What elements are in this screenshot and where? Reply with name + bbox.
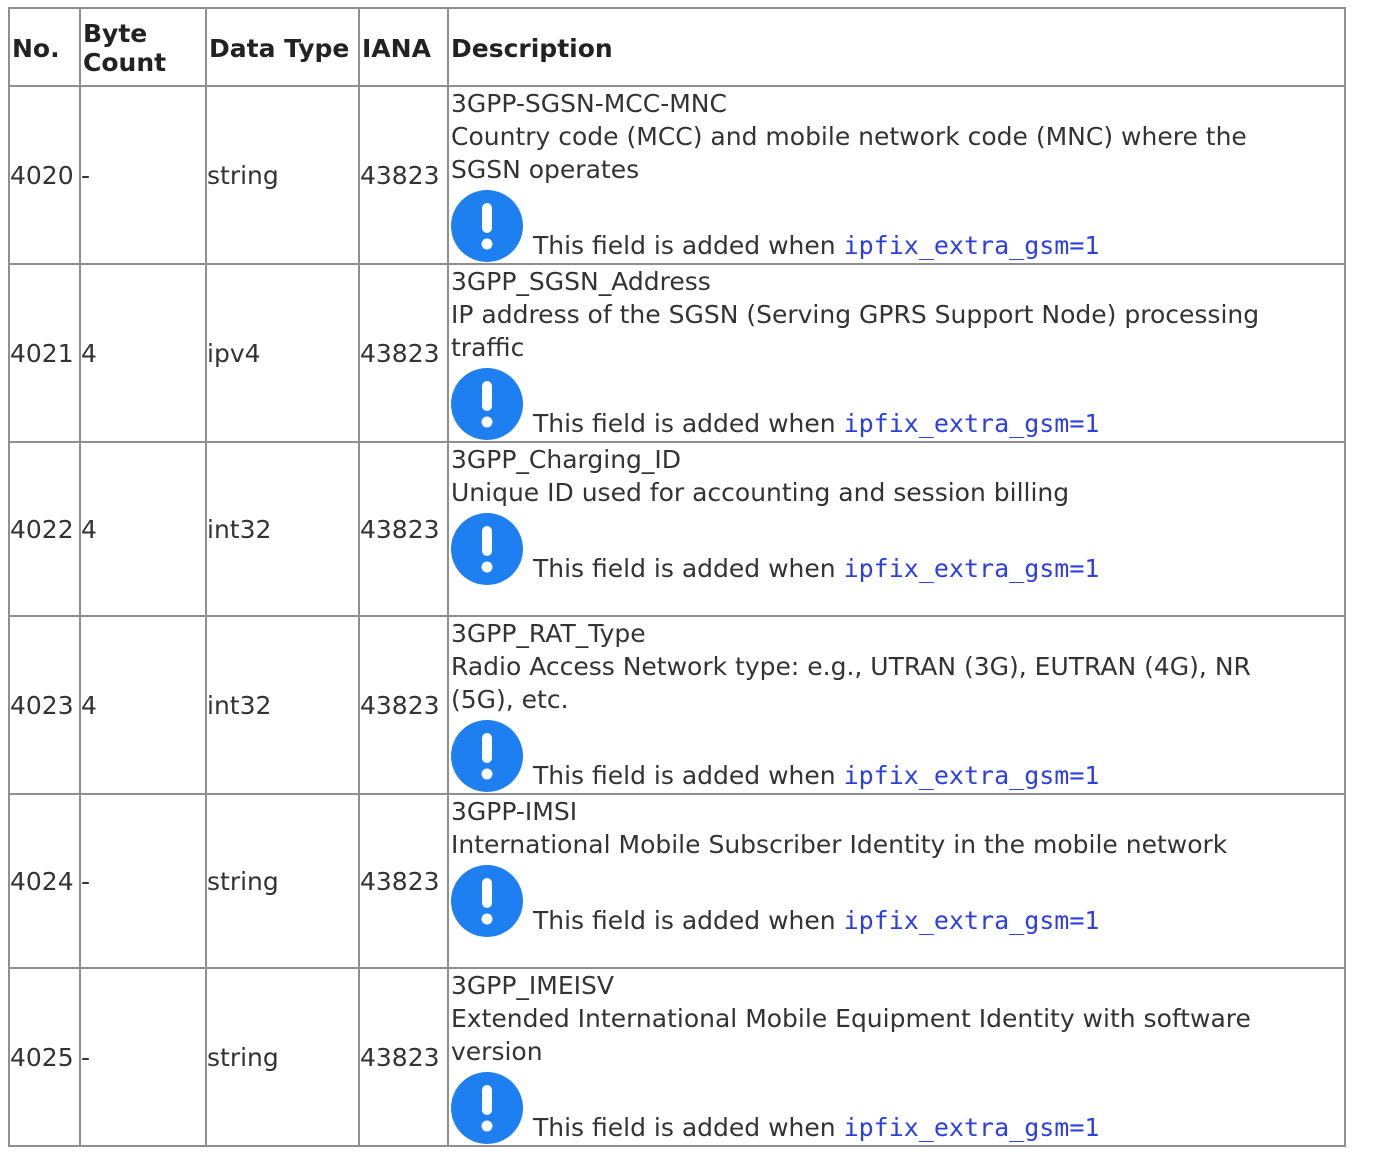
cell-data-type: string [206, 968, 359, 1146]
description-line: Extended International Mobile Equipment Identity with software [451, 1004, 1251, 1033]
cell-iana: 43823 [359, 86, 448, 264]
exclamation-icon [451, 1072, 523, 1144]
description-line: traffic [451, 333, 525, 362]
cell-byte-count: 4 [80, 264, 206, 442]
note [451, 861, 1344, 938]
description-line: Country code (MCC) and mobile network code (MNC) where the [451, 122, 1247, 151]
note [451, 186, 1344, 263]
description-line: SGSN operates [451, 155, 640, 184]
cell-no: 4020 [9, 86, 80, 264]
cell-data-type: string [206, 86, 359, 264]
table-row [9, 86, 1345, 264]
description-line: Radio Access Network type: e.g., UTRAN (3G), EUTRAN (4G), NR [451, 652, 1251, 681]
note-text: This field is added when [533, 761, 836, 790]
note [451, 1068, 1344, 1145]
field-name: 3GPP_RAT_Type [451, 619, 646, 648]
cell-no: 4024 [9, 794, 80, 968]
table-header-row [9, 8, 1345, 86]
field-name: 3GPP_SGSN_Address [451, 267, 711, 296]
header-no: No. [9, 8, 80, 86]
cell-iana: 43823 [359, 264, 448, 442]
note-code-link[interactable]: ipfix_extra_gsm=1 [843, 1113, 1100, 1142]
table-row [9, 264, 1345, 442]
cell-description [448, 86, 1345, 264]
field-name: 3GPP-IMSI [451, 797, 578, 826]
cell-byte-count: 4 [80, 616, 206, 794]
exclamation-icon [451, 368, 523, 440]
cell-byte-count: - [80, 86, 206, 264]
exclamation-icon [451, 190, 523, 262]
description-line: Unique ID used for accounting and session billing [451, 478, 1070, 507]
cell-description [448, 968, 1345, 1146]
note [451, 364, 1344, 441]
table-row [9, 442, 1345, 616]
note-code-link[interactable]: ipfix_extra_gsm=1 [843, 761, 1100, 790]
exclamation-icon [451, 865, 523, 937]
description-line: version [451, 1037, 543, 1066]
exclamation-icon [451, 720, 523, 792]
cell-iana: 43823 [359, 442, 448, 616]
cell-description [448, 794, 1345, 968]
cell-byte-count: - [80, 794, 206, 968]
note [451, 716, 1344, 793]
cell-data-type: ipv4 [206, 264, 359, 442]
description-line: (5G), etc. [451, 685, 569, 714]
table-body [9, 86, 1345, 1146]
cell-byte-count: 4 [80, 442, 206, 616]
cell-description [448, 442, 1345, 616]
cell-no: 4022 [9, 442, 80, 616]
field-name: 3GPP_Charging_ID [451, 445, 682, 474]
cell-byte-count: - [80, 968, 206, 1146]
cell-description [448, 264, 1345, 442]
note-code-link[interactable]: ipfix_extra_gsm=1 [843, 554, 1100, 583]
cell-data-type: int32 [206, 616, 359, 794]
note-code-link[interactable]: ipfix_extra_gsm=1 [843, 906, 1100, 935]
cell-iana: 43823 [359, 616, 448, 794]
cell-data-type: int32 [206, 442, 359, 616]
note-text: This field is added when [533, 409, 836, 438]
note-text: This field is added when [533, 554, 836, 583]
cell-description [448, 616, 1345, 794]
ipfix-fields-table [8, 7, 1346, 1147]
description-line: IP address of the SGSN (Serving GPRS Support Node) processing [451, 300, 1260, 329]
table-row [9, 794, 1345, 968]
header-byte-count: Byte Count [80, 8, 206, 86]
exclamation-icon [451, 513, 523, 585]
cell-no: 4023 [9, 616, 80, 794]
cell-data-type: string [206, 794, 359, 968]
note-text: This field is added when [533, 1113, 836, 1142]
note-text: This field is added when [533, 231, 836, 260]
field-name: 3GPP-SGSN-MCC-MNC [451, 89, 727, 118]
cell-iana: 43823 [359, 794, 448, 968]
header-iana: IANA [359, 8, 448, 86]
table-row [9, 616, 1345, 794]
note-code-link[interactable]: ipfix_extra_gsm=1 [843, 231, 1100, 260]
cell-no: 4025 [9, 968, 80, 1146]
header-data-type: Data Type [206, 8, 359, 86]
note-text: This field is added when [533, 906, 836, 935]
table-row [9, 968, 1345, 1146]
header-description: Description [448, 8, 1345, 86]
description-line: International Mobile Subscriber Identity in the mobile network [451, 830, 1228, 859]
cell-no: 4021 [9, 264, 80, 442]
field-name: 3GPP_IMEISV [451, 971, 615, 1000]
note-code-link[interactable]: ipfix_extra_gsm=1 [843, 409, 1100, 438]
cell-iana: 43823 [359, 968, 448, 1146]
note [451, 509, 1344, 586]
